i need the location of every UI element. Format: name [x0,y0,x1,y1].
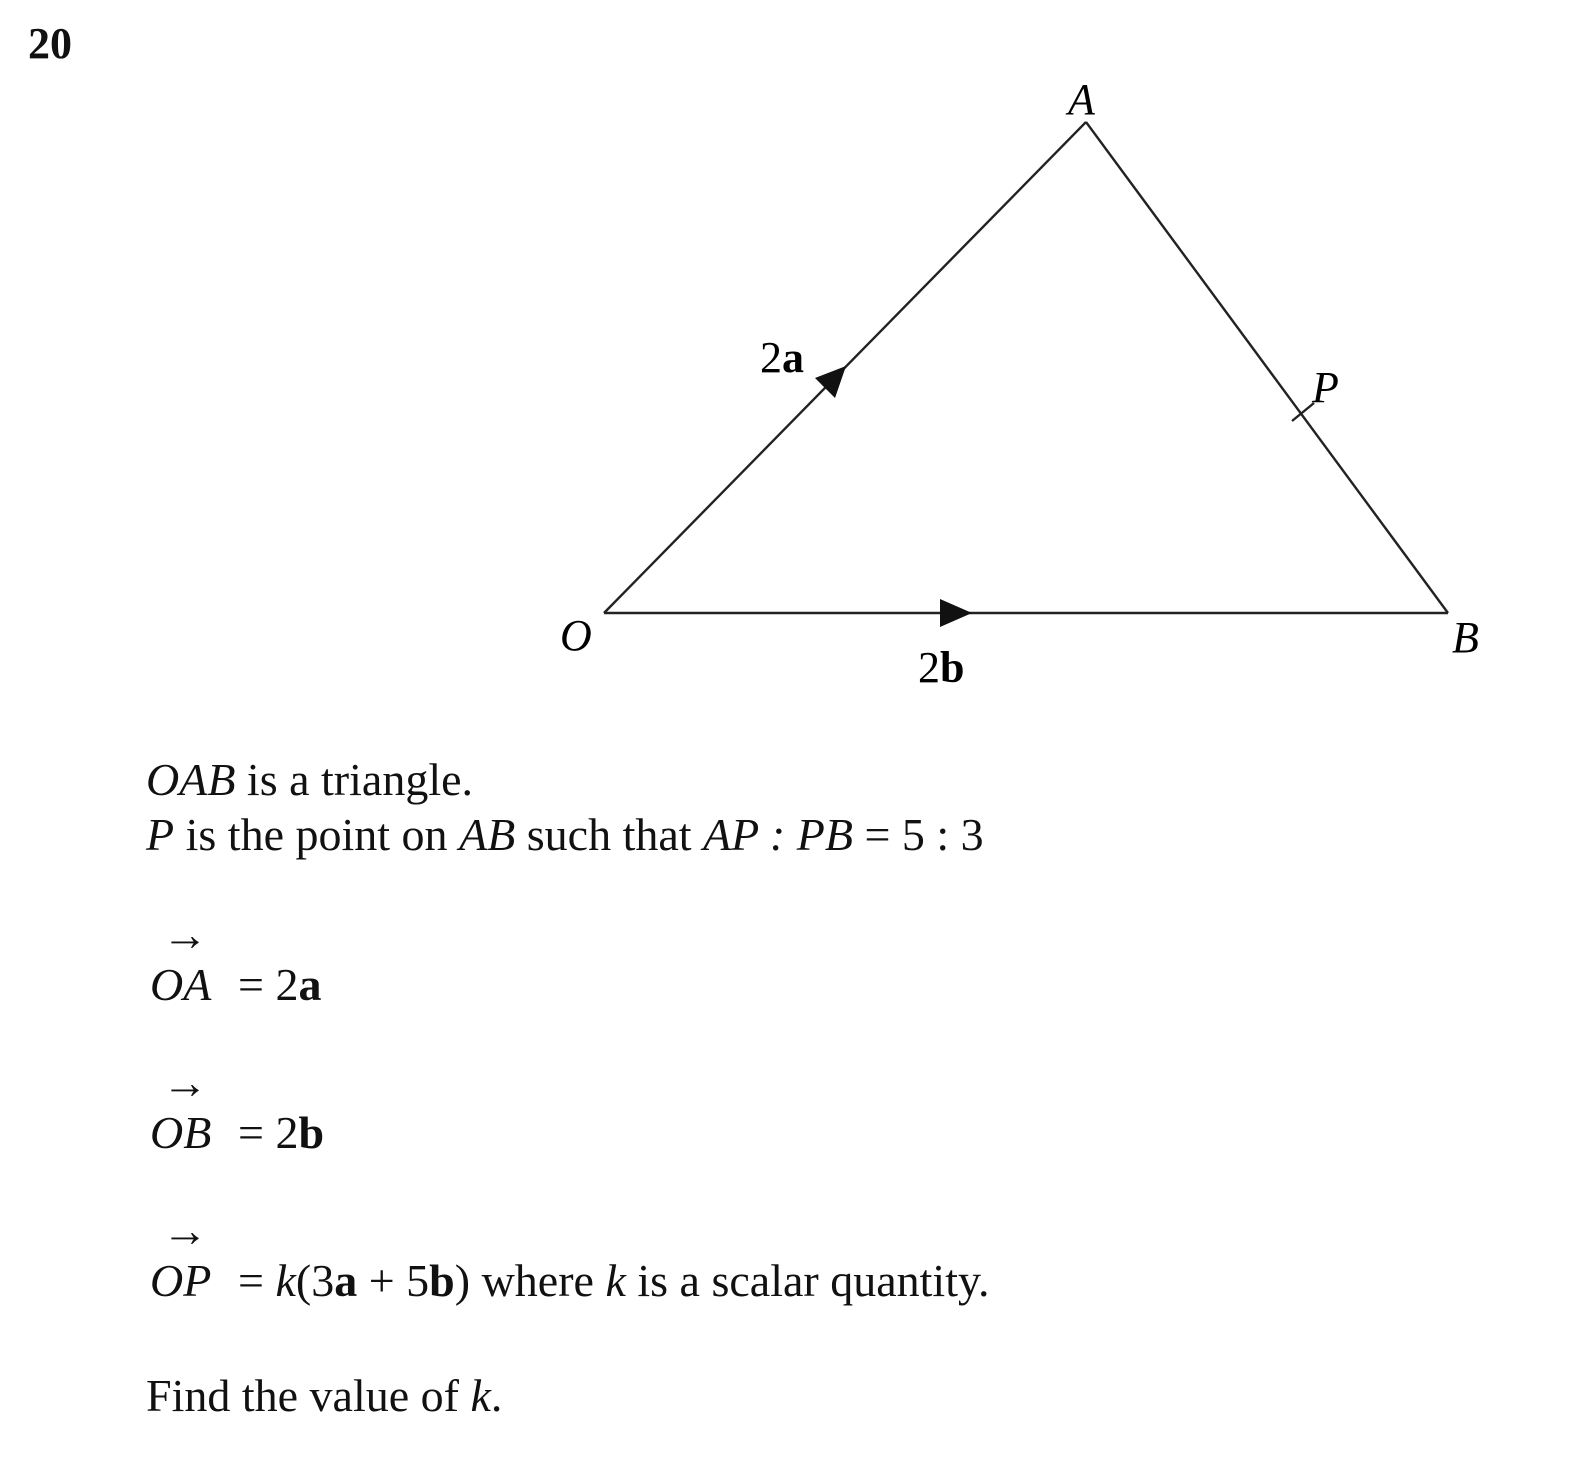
label-2b: 2b [918,643,965,692]
label-p: P [1312,363,1339,412]
triangle-name: OAB [146,754,236,805]
label-2a: 2a [760,333,804,382]
label-o: O [560,611,592,660]
question-number: 20 [28,19,72,68]
vector-arrow-icon: → [162,1057,208,1108]
arrow-ob-icon [940,599,972,627]
vector-ob: → OB = 2b [150,1057,325,1158]
triangle-diagram [0,0,1590,720]
vector-op: → OP = k(3a + 5b) where k is a scalar quantity. [150,1205,990,1306]
edge-ab [1086,122,1448,613]
label-a: A [1068,75,1095,124]
task-instruction: Find the value of k. [146,1370,503,1421]
vector-arrow-icon: → [162,1205,208,1256]
statement-triangle: OAB is a triangle. [146,754,474,805]
vector-arrow-icon: → [162,909,208,960]
vector-oa: → OA = 2a [150,909,322,1010]
statement-ratio: P is the point on AB such that AP : PB = 5 : 3 [146,809,984,861]
statements [146,752,984,862]
label-b: B [1452,613,1479,662]
